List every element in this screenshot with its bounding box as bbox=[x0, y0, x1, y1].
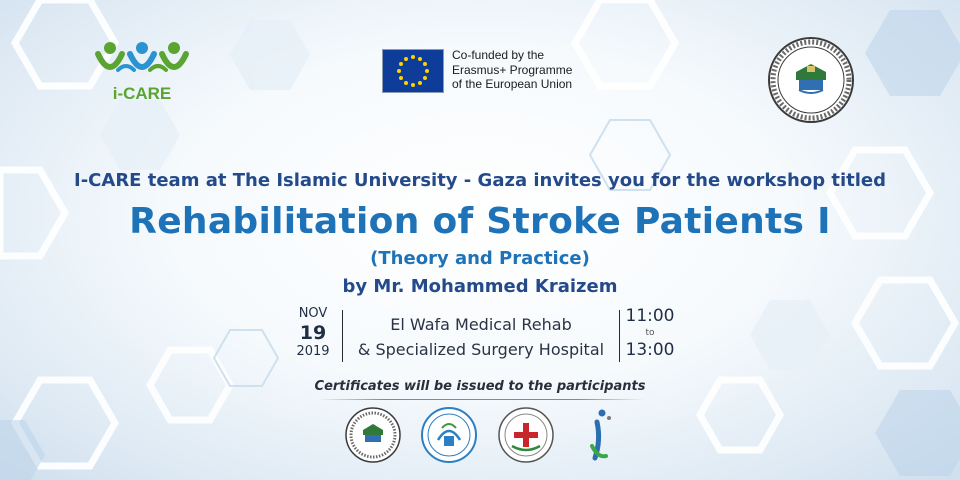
workshop-title: Rehabilitation of Stroke Patients I bbox=[129, 201, 831, 242]
date-year: 2019 bbox=[296, 344, 330, 359]
time-start: 11:00 bbox=[625, 306, 675, 326]
eu-funding-text bbox=[452, 48, 622, 92]
islamic-university-seal-icon bbox=[344, 406, 402, 464]
certificates-note: Certificates will be issued to the participants bbox=[314, 379, 646, 394]
certificates-rule bbox=[318, 399, 644, 400]
time-separator: to bbox=[645, 328, 655, 338]
venue-line-1: El Wafa Medical Rehab bbox=[390, 315, 572, 334]
date-month: NOV bbox=[298, 306, 328, 321]
workshop-subtitle: (Theory and Practice) bbox=[370, 248, 590, 269]
date-divider bbox=[342, 310, 343, 362]
partner-figure-logo-icon bbox=[580, 406, 620, 464]
icare-logo bbox=[92, 40, 192, 106]
event-venue bbox=[346, 312, 616, 362]
eu-funding-line-1: Co-funded by the bbox=[452, 48, 545, 62]
event-time bbox=[622, 306, 678, 360]
venue-line-2: & Specialized Surgery Hospital bbox=[357, 340, 605, 359]
presenter-name: by Mr. Mohammed Kraizem bbox=[342, 276, 618, 297]
event-date bbox=[290, 306, 336, 360]
time-divider bbox=[619, 310, 620, 362]
al-azhar-university-seal-icon bbox=[420, 406, 478, 464]
date-day: 19 bbox=[299, 322, 327, 344]
eu-flag-icon bbox=[382, 49, 444, 93]
time-end: 13:00 bbox=[625, 340, 675, 360]
invitation-text: I-CARE team at The Islamic University - Gaza invites you for the workshop titled bbox=[74, 170, 886, 191]
icare-people-logo-icon bbox=[92, 40, 192, 84]
el-wafa-hospital-seal-icon bbox=[497, 406, 555, 464]
eu-funding-block bbox=[382, 46, 622, 94]
eu-funding-line-2: Erasmus+ Programme bbox=[452, 62, 573, 77]
islamic-university-seal-icon bbox=[767, 36, 855, 124]
eu-funding-line-3: of the European Union bbox=[452, 77, 573, 91]
icare-logo-text: i-CARE bbox=[112, 84, 172, 103]
